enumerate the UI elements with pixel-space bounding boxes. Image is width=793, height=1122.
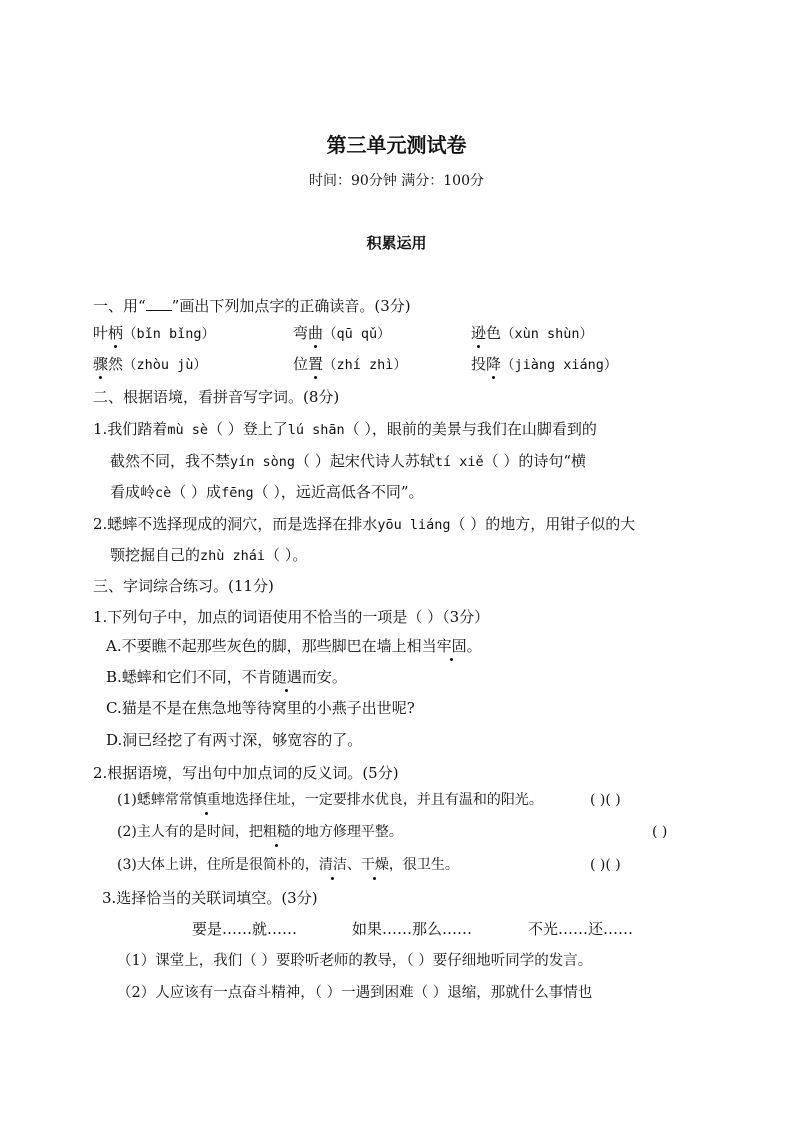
q1-item-4-reading: （zhòu jù） xyxy=(123,357,207,373)
q2-pinyin: mù sè xyxy=(167,422,208,438)
dotted-word: 随遇 xyxy=(271,668,302,686)
q2-pinyin: tí xiě xyxy=(434,454,484,470)
dotted-word: 清洁 xyxy=(318,857,347,873)
q2-pinyin: lú shān xyxy=(287,422,345,438)
q1-item-3-reading: （xùn shùn） xyxy=(501,326,594,342)
q1-item-4 xyxy=(93,354,207,375)
q1-item-3-dotted-char: 逊 xyxy=(471,324,487,342)
q1-heading xyxy=(93,296,411,316)
item-text: 、 xyxy=(346,857,361,873)
q3-sub2-stem: 2.根据语境，写出句中加点词的反义词。(5分) xyxy=(93,764,399,782)
q3-sub2-item-2 xyxy=(117,822,403,842)
page-title: 第三单元测试卷 xyxy=(326,133,467,157)
q1-item-6-reading: （jiàng xiáng） xyxy=(501,357,618,373)
q2-text: 看成岭 xyxy=(110,483,156,501)
q2-text: （ ），远近高低各不同”。 xyxy=(253,483,424,501)
q3-sub3-fill-2: （2）人应该有一点奋斗精神，（ ）一遇到困难（ ）退缩，那就什么事情也 xyxy=(117,985,593,1001)
option-text: B.蟋蟀和它们不同，不肯 xyxy=(106,668,272,686)
q2-line-1 xyxy=(93,419,597,440)
q1-item-3-char: 色 xyxy=(486,324,502,342)
q2-pinyin: cè xyxy=(155,485,172,501)
option-text: 而安。 xyxy=(301,668,347,686)
answer-blank[interactable]: ( )( ) xyxy=(590,792,621,808)
q2-text: 1.我们踏着 xyxy=(93,420,168,438)
q2-pinyin: fēng xyxy=(221,485,254,501)
time-score-info: 时间：90分钟 满分：100分 xyxy=(309,173,484,189)
q2-text: （ ），眼前的美景与我们在山脚看到的 xyxy=(344,420,597,438)
underline-sample xyxy=(146,298,172,311)
q1-item-1-char: 叶 xyxy=(93,324,109,342)
q1-item-2-reading: （qū qǔ） xyxy=(323,326,391,342)
q3-option-d: D.洞已经挖了有两寸深，够宽容的了。 xyxy=(106,731,363,749)
conjunction-option-1: 要是……就…… xyxy=(192,920,298,938)
q1-heading-pre: 一、用“ xyxy=(93,297,146,315)
q3-sub3-stem: 3.选择恰当的关联词填空。(3分) xyxy=(102,889,318,907)
item-text: ，很卫生。 xyxy=(388,857,459,873)
q1-item-5-dotted-char: 置 xyxy=(308,355,324,373)
section-heading: 积累运用 xyxy=(366,234,427,252)
q2-text: （ ）登上了 xyxy=(207,420,288,438)
conjunction-option-2: 如果……那么…… xyxy=(352,920,473,938)
q3-option-b xyxy=(106,667,347,687)
q1-item-6-char: 投 xyxy=(471,355,487,373)
item-text: 的地方修理平整。 xyxy=(290,824,403,840)
option-text: A.不要瞧不起那些灰色的脚，那些脚巴在墙上相当 xyxy=(106,637,437,655)
dotted-word: 慎重 xyxy=(192,792,221,808)
q1-item-6 xyxy=(471,354,617,375)
q2-line-4 xyxy=(93,514,635,535)
q2-text: 截然不同，我不禁 xyxy=(110,452,231,470)
q2-pinyin: zhù zhái xyxy=(200,548,266,564)
q1-item-4-char: 然 xyxy=(108,355,124,373)
answer-blank[interactable]: ( )( ) xyxy=(590,857,621,873)
dotted-word: 干燥 xyxy=(360,857,389,873)
q2-text: （ ）成 xyxy=(171,483,222,501)
answer-blank[interactable]: ( ) xyxy=(652,824,668,840)
q1-heading-post: ”画出下列加点字的正确读音。(3分) xyxy=(171,297,411,315)
q1-item-5-reading: （zhí zhì） xyxy=(323,357,407,373)
q3-sub3-fill-1: （1）课堂上，我们（ ）要聆听老师的教导，（ ）要仔细地听同学的发言。 xyxy=(117,953,593,969)
q2-text: 2.蟋蟀不选择现成的洞穴，而是选择在排水 xyxy=(93,515,378,533)
q2-text: （ ）。 xyxy=(265,546,308,564)
conjunction-option-3: 不光……还…… xyxy=(528,920,634,938)
q3-sub2-item-3 xyxy=(117,855,459,875)
item-text: (1)蟋蟀常常 xyxy=(117,792,193,808)
dotted-word: 牢固 xyxy=(436,637,467,655)
q2-text: （ ）的诗句“横 xyxy=(483,452,587,470)
q1-item-1-reading: （bǐn bǐng） xyxy=(123,326,216,342)
q1-item-2-dotted-char: 曲 xyxy=(308,324,324,342)
q1-item-2 xyxy=(293,323,391,344)
q2-text: （ ）起宋代诗人苏轼 xyxy=(295,452,435,470)
q3-option-a xyxy=(106,636,482,656)
q1-item-5 xyxy=(293,354,407,375)
q1-item-6-dotted-char: 降 xyxy=(486,355,502,373)
q2-line-5 xyxy=(110,545,307,566)
q1-item-1 xyxy=(93,323,215,344)
q2-text: （ ）的地方，用钳子似的大 xyxy=(450,515,636,533)
q1-item-2-char: 弯 xyxy=(293,324,309,342)
q3-sub1-stem: 1.下列句子中，加点的词语使用不恰当的一项是（ ）（3分） xyxy=(93,608,490,626)
item-text: (2)主人有的是时间，把 xyxy=(117,824,263,840)
q1-item-3 xyxy=(471,323,593,344)
q2-pinyin: yōu liáng xyxy=(377,517,451,533)
q1-item-4-dotted-char: 骤 xyxy=(93,355,109,373)
option-text: 。 xyxy=(466,637,482,655)
q3-heading: 三、字词综合练习。(11分) xyxy=(93,577,274,595)
q3-sub2-item-1 xyxy=(117,790,543,810)
dotted-word: 粗糙 xyxy=(262,824,291,840)
q2-line-3 xyxy=(110,482,424,503)
q1-item-5-char: 位 xyxy=(293,355,309,373)
item-text: (3)大体上讲，住所是很简朴的， xyxy=(117,857,319,873)
q1-item-1-dotted-char: 柄 xyxy=(108,324,124,342)
q2-line-2 xyxy=(110,451,586,472)
q2-heading: 二、根据语境，看拼音写字词。(8分) xyxy=(93,388,340,406)
q3-option-c: C.猫是不是在焦急地等待窝里的小燕子出世呢? xyxy=(106,699,415,717)
q2-text: 颚挖掘自己的 xyxy=(110,546,201,564)
item-text: 地选择住址，一定要排水优良，并且有温和的阳光。 xyxy=(220,792,543,808)
q2-pinyin: yín sòng xyxy=(230,454,296,470)
